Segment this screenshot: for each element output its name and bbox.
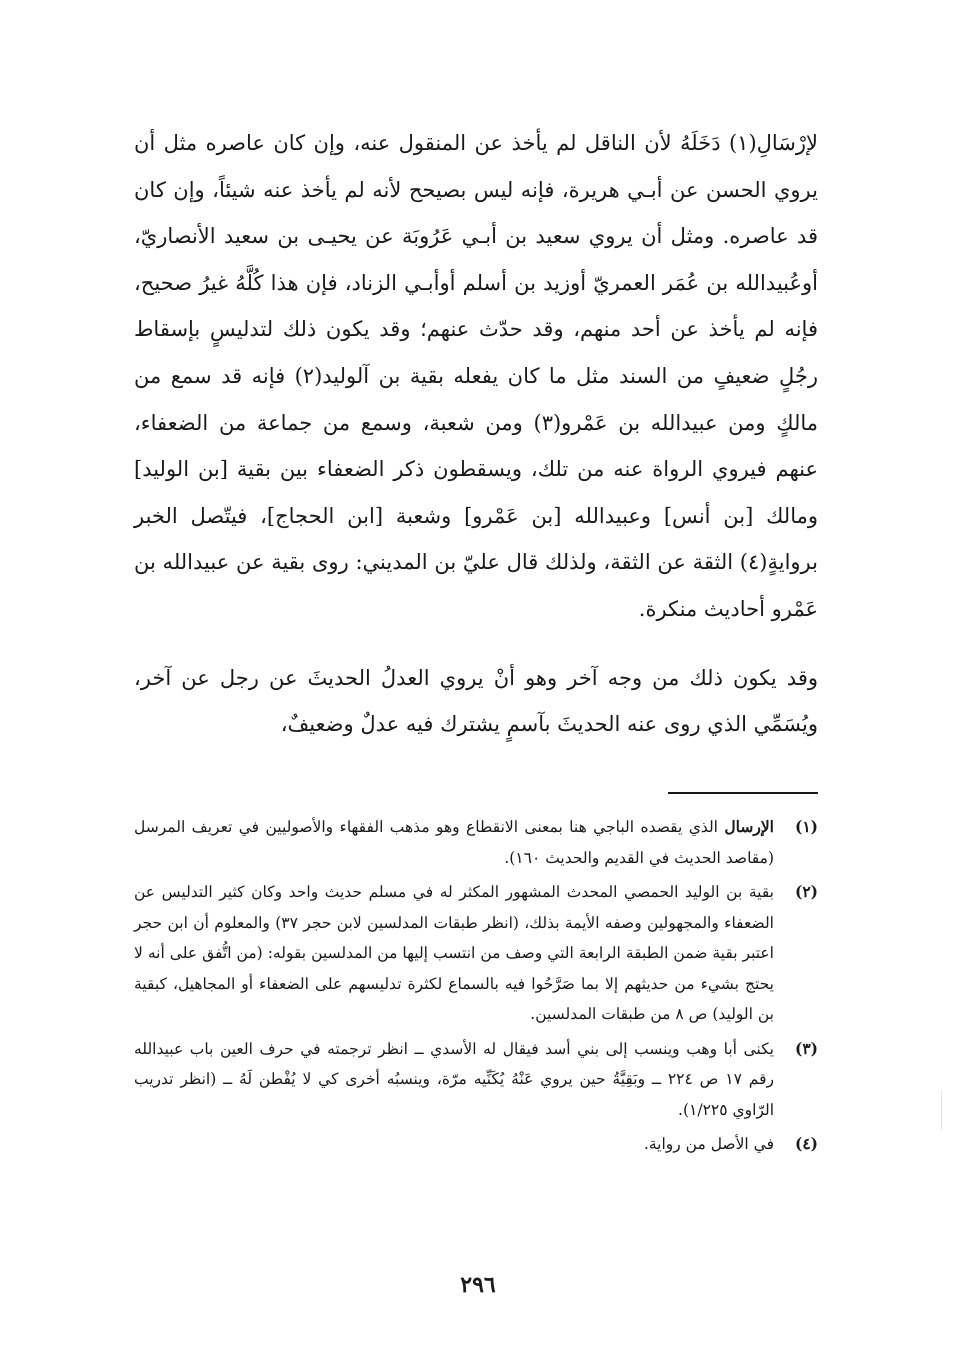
footnote-2 [134,877,818,1030]
footnote-3 [134,1034,818,1126]
footnote-number: (٤) [794,1134,818,1153]
footnote-4 [134,1129,818,1160]
footnote-text: في الأصل من رواية. [643,1135,774,1153]
footnote-text [134,812,774,873]
body-paragraph-2: وقد يكون ذلك من وجه آخر وهو أنْ يروي العدلُ الحديثَ عن رجل عن آخر، ويُسَمِّي الذي روى عنه الحديثَ بآسمٍ يشترك فيه عدلٌ وضعيفٌ، [134,665,818,737]
footnote-term: الإرسال [724,817,774,836]
footnote-1 [134,812,818,873]
body-paragraph-1: لإرْسَالِ(١) دَخَلَهُ لأن الناقل لم يأخذ عن المنقول عنه، وإن كان عاصره مثل أن يروي الحسن عن أبـي هريرة، فإنه ليس بصيحح لأنه لم يأخذ عنه شيئاً، وإن كان قد عاصره. ومثل أن يروي سعيد بن أبـي عَرُوبَة عن يحيـى بن سعيد الأنصاريّ، أوعُبيدالله بن عُمَر العمريّ أوزيد بن أسلم أوأبـي الزناد، فإن هذا كُلَّهُ غيرُ صحيح، فإنه لم يأخذ عن أحد منهم، وقد حدّث عنهم؛ وقد يكون ذلك لتدليسٍ بإسقاط رجُلٍ ضعيفٍ من السند مثل ما كان يفعله بقية بن آلوليد(٢) فإنه قد سمع من مالكٍ ومن عبيدالله بن عَمْرو(٣) ومن شعبة، وسمع من جماعة من الضعفاء، عنهم فيروي الرواة عنه من تلك، ويسقطون ذكر الضعفاء بين بقية [بن الوليد] ومالك [بن أنس] وعبيدالله [بن عَمْرو] وشعبة [ابن الحجاج]، فيتّصل الخبر بروايةٍ(٤) الثقة عن الثقة، ولذلك قال عليّ بن المديني: روى بقية عن عبيدالله بن عَمْرو أحاديث منكرة. [134,131,818,621]
footnote-number: (١) [794,817,818,836]
footnotes-section [134,812,818,1164]
main-text-block [134,120,818,748]
footnote-text: بقية بن الوليد الحمصي المحدث المشهور المكثر له في مسلم حديث واحد وكان كثير التدليس عن الضعفاء والمجهولين وصفه الأيمة بذلك، (انظر طبقات المدلسين لابن حجر ٣٧) والمعلوم أن ابن حجر اعتبر بقية ضمن الطبقة الرابعة التي وصف من انتسب إليها من المدلسين بقوله: (من اتُّفق على أنه لا يحتج بشيء من حديثهم إلا بما صَرَّحُوا فيه بالسماع لكثرة تدليسهم على الضعفاء أو المجاهيل، كبقية بن الوليد) ص ٨ من طبقات المدلسين. [134,883,774,1023]
footnote-text: يكنى أبا وهب وينسب إلى بني أسد فيقال له الأسدي ــ انظر ترجمته في حرف العين باب عبيدالله رقم ١٧ ص ٢٢٤ ــ وبَقِيَّةُ حين يروي عَنْهُ يُكَنِّيه مرّة، وينسبُه أخرى كي لا يُفْطن لَهُ ــ (انظر تدريب الرّاوي ١/٢٢٥). [134,1039,775,1119]
scan-edge-mark [941,1090,942,1130]
footnote-number: (٣) [794,1038,818,1058]
footnote-number: (٢) [794,882,818,901]
page-number: ٢٩٦ [460,1272,496,1298]
footnote-body: الذي يقصده الباجي هنا بمعنى الانقطاع وهو مذهب الفقهاء والأصوليين في تعريف المرسل (مقاصد الحديث في القديم والحديث ١٦٠). [134,818,774,867]
footnote-divider [668,792,818,794]
